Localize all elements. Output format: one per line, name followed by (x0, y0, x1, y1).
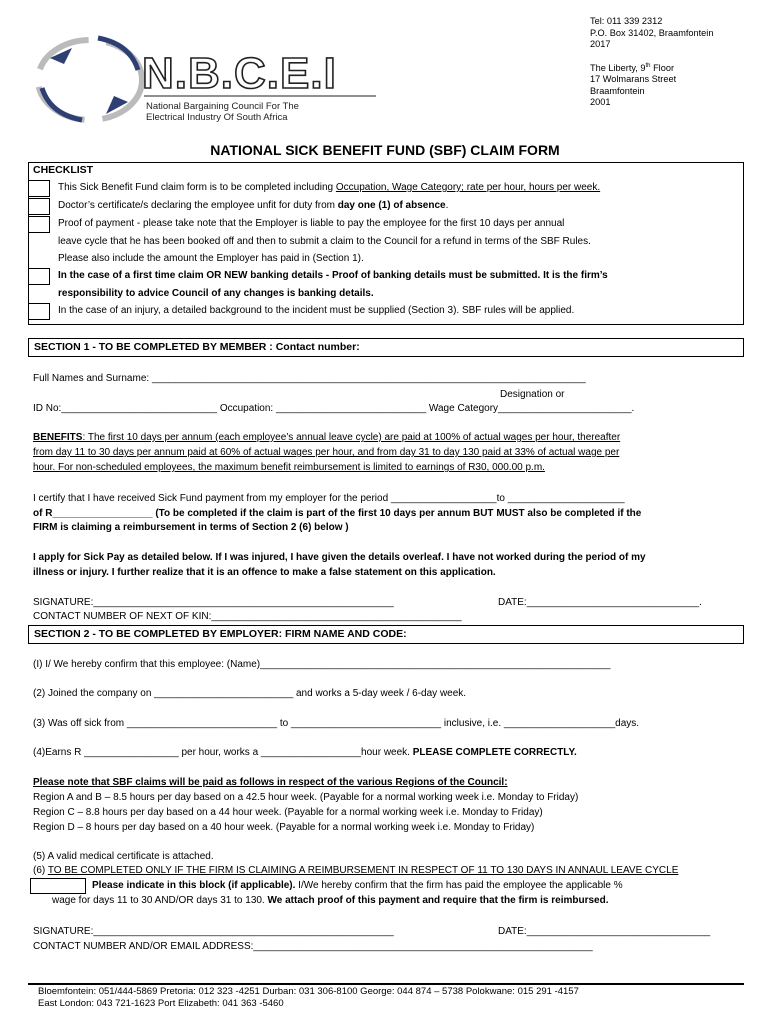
checklist-item-3-line-2: leave cycle that he has been booked off and then to submit a claim to the Council for a refund in terms of the SBF Rules. (58, 236, 591, 247)
certify-line-3: FIRM is claiming a reimbursement in terms of Section 2 (6) below ) (33, 522, 349, 533)
nbcei-logo (20, 18, 380, 136)
certify-line-1[interactable]: I certify that I have received Sick Fund payment from my employer for the period ___________________to _____________________ (33, 493, 625, 504)
medical-certificate-line: (5) A valid medical certificate is attached. (33, 851, 214, 862)
contact-line: 2017 (590, 39, 611, 49)
full-names-field[interactable]: Full Names and Surname: ______________________________________________________________________________ (33, 373, 586, 384)
checklist-heading: CHECKLIST (33, 164, 94, 176)
apply-line-1: I apply for Sick Pay as detailed below. If I was injured, I have given the details overleaf. I have not worked during the period of my (33, 552, 646, 563)
section-2-heading: SECTION 2 - TO BE COMPLETED BY EMPLOYER: FIRM NAME AND CODE: (28, 625, 744, 644)
checklist-checkbox-5[interactable] (28, 303, 50, 320)
checklist-checkbox-3[interactable] (28, 216, 50, 233)
checklist-item-3-line-3: Please also include the amount the Employer has paid in (Section 1). (58, 253, 364, 264)
checklist-item-2: Doctor’s certificate/s declaring the employee unfit for duty from day one (1) of absence. (58, 200, 449, 211)
reimbursement-indicate-box[interactable] (30, 878, 86, 894)
region-line-d: Region D – 8 hours per day based on a 40 hour week. (Payable for a normal working week i.e. Monday to Friday) (33, 822, 535, 833)
checklist-checkbox-1[interactable] (28, 180, 50, 197)
section-1-heading: SECTION 1 - TO BE COMPLETED BY MEMBER : Contact number: (28, 338, 744, 357)
apply-line-2: illness or injury. I further realize that it is an offence to make a false statement on this application. (33, 567, 496, 578)
contact-block (590, 16, 713, 109)
logo-subtitle-1: National Bargaining Council For The (146, 101, 299, 112)
address-liberty-line: The Liberty, 9th Floor (590, 62, 675, 73)
checklist-item-4-line-1: In the case of a first time claim OR NEW banking details - Proof of banking details must be submitted. It is the firm’s (58, 270, 608, 281)
footer-offices-line-2: East London: 043 721-1623 Port Elizabeth: 041 363 -5460 (38, 998, 284, 1009)
contact-line: Tel: 011 339 2312 (590, 16, 663, 26)
contact-line: 2001 (590, 97, 611, 108)
benefits-line-3: hour. For non-scheduled employees, the maximum benefit reimbursement is limited to earnings of R30, 000.00 p.m. (33, 462, 545, 473)
reimbursement-line-2: Please indicate in this block (if applicable). I/We hereby confirm that the firm has paid the employee the applicable % (92, 880, 623, 891)
checklist-checkbox-2[interactable] (28, 198, 50, 215)
next-of-kin-field[interactable]: CONTACT NUMBER OF NEXT OF KIN:_____________________________________________ (33, 611, 462, 622)
id-occupation-wage-field[interactable]: ID No:____________________________ Occupation: ___________________________ Wage Category________________________. (33, 403, 635, 414)
contact-line: P.O. Box 31402, Braamfontein (590, 27, 714, 38)
logo-subtitle-2: Electrical Industry Of South Africa (146, 112, 288, 123)
employer-contact-field[interactable]: CONTACT NUMBER AND/OR EMAIL ADDRESS:_____________________________________________________________ (33, 941, 593, 952)
reimbursement-line-3: wage for days 11 to 30 AND/OR days 31 to 130. We attach proof of this payment and require that the firm is reimbursed. (52, 895, 609, 906)
member-date-field[interactable]: DATE:_______________________________. (498, 597, 702, 608)
member-signature-field[interactable]: SIGNATURE:______________________________________________________ (33, 597, 394, 608)
earnings-field[interactable]: (4)Earns R _________________ per hour, works a __________________hour week. PLEASE COMPLETE CORRECTLY. (33, 747, 577, 758)
checklist-item-4-line-2: responsibility to advice Council of any changes is banking details. (58, 288, 374, 299)
logo-wordmark: N.B.C.E.I (142, 49, 337, 98)
designation-label: Designation or (500, 389, 565, 400)
contact-line: Braamfontein (590, 85, 645, 96)
benefits-line-1: BENEFITS: The first 10 days per annum (each employee’s annual leave cycle) are paid at 100% of actual wages per hour, thereafter (33, 432, 621, 443)
checklist-item-5: In the case of an injury, a detailed background to the incident must be supplied (Section 3). SBF rules will be applied. (58, 305, 575, 316)
form-title: NATIONAL SICK BENEFIT FUND (SBF) CLAIM FORM (210, 142, 560, 158)
employer-signature-field[interactable]: SIGNATURE:______________________________________________________ (33, 926, 394, 937)
checklist-item-3-line-1: Proof of payment - please take note that the Employer is liable to pay the employee for the first 10 days per annual (58, 218, 565, 229)
checklist-checkbox-4[interactable] (28, 268, 50, 285)
regions-note-heading: Please note that SBF claims will be paid as follows in respect of the various Regions of the Council: (33, 777, 508, 788)
contact-line: 17 Wolmarans Street (590, 74, 677, 85)
region-line-c: Region C – 8.8 hours per day based on a 44 hour week. (Payable for a normal working week i.e. Monday to Friday) (33, 807, 543, 818)
off-sick-period-field[interactable]: (3) Was off sick from ___________________________ to ___________________________ inclusive, i.e. ____________________days. (33, 718, 640, 729)
benefits-line-2: from day 11 to 30 days per annum paid at 60% of actual wages per hour, and from day 31 to day 130 paid at 33% of actual wage per (33, 447, 620, 458)
employer-date-field[interactable]: DATE:_________________________________ (498, 926, 711, 937)
footer-offices-line-1: Bloemfontein: 051/444-5869 Pretoria: 012 323 -4251 Durban: 031 306-8100 George: 044 874 – 5738 Polokwane: 015 291 -4157 (38, 986, 579, 997)
joined-company-field[interactable]: (2) Joined the company on _________________________ and works a 5-day week / 6-day week. (33, 688, 467, 699)
footer-divider (28, 983, 744, 985)
certify-line-2[interactable]: of R__________________ (To be completed if the claim is part of the first 10 days per annum BUT MUST also be completed if the (33, 508, 642, 519)
checklist-item-1: This Sick Benefit Fund claim form is to be completed including Occupation, Wage Category; rate per hour, hours per week. (58, 182, 601, 193)
region-line-ab: Region A and B – 8.5 hours per day based on a 42.5 hour week. (Payable for a normal working week i.e. Monday to Friday) (33, 792, 579, 803)
employee-name-field[interactable]: (I) I/ We hereby confirm that this employee: (Name)_______________________________________________________________ (33, 659, 611, 670)
reimbursement-heading: (6) TO BE COMPLETED ONLY IF THE FIRM IS CLAIMING A REIMBURSEMENT IN RESPECT OF 11 TO 130 DAYS IN ANNAUL LEAVE CYCLE (33, 865, 679, 876)
